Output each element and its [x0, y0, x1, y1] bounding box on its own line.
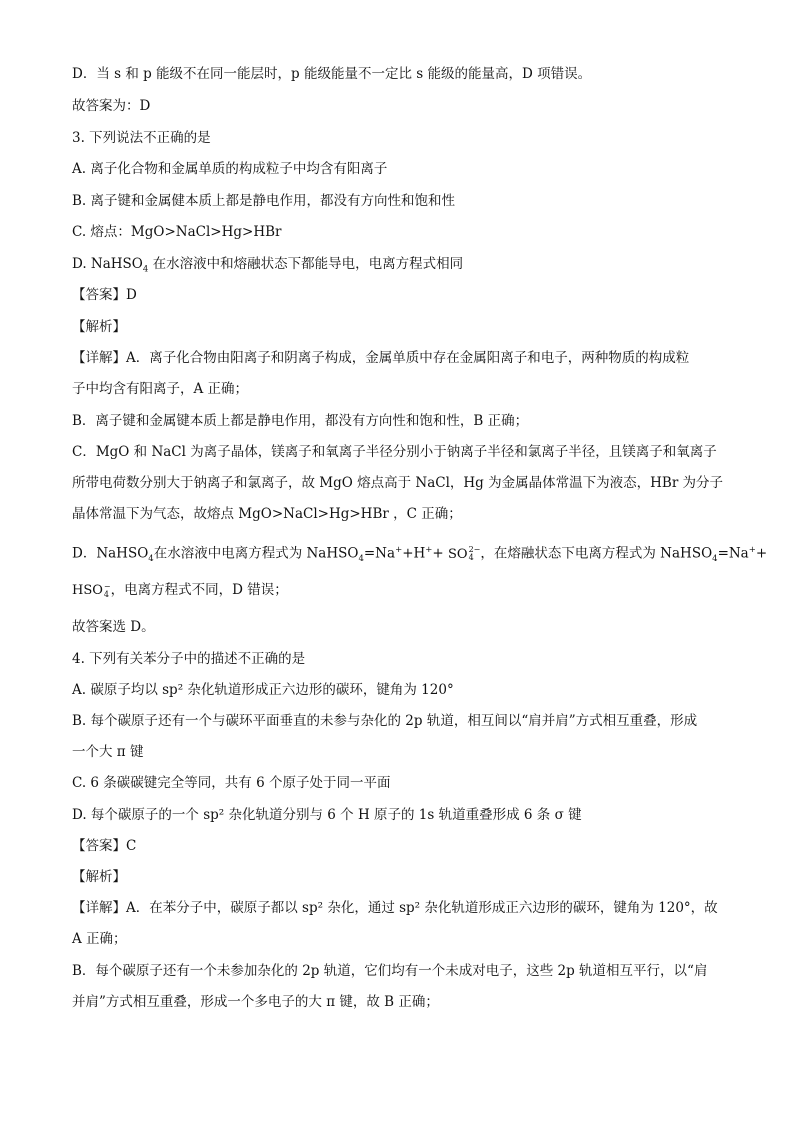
analysis-tag: 【解析】 — [72, 869, 126, 885]
option-a: A. 碳原子均以 sp² 杂化轨道形成正六边形的碳环，键角为 120° — [72, 682, 454, 698]
sulfate-ion: SO 2− 4 — [448, 545, 481, 562]
option-b: B. 离子键和金属健本质上都是静电作用，都没有方向性和饱和性 — [72, 193, 456, 209]
option-d: D. NaHSO$_4$ 在水溶液中和熔融状态下都能导电，电离方程式相同 — [72, 256, 464, 275]
option-d: D. 每个碳原子的一个 sp² 杂化轨道分别与 6 个 H 原子的 1s 轨道重叠形成 6 条 σ 键 — [72, 807, 582, 823]
formula-nahso4: D. NaHSO — [72, 256, 143, 272]
text-line: 故答案选 D。 — [72, 619, 155, 635]
question-heading: 4. 下列有关苯分子中的描述不正确的是 — [72, 651, 306, 667]
explanation-line: 【详解】A．在苯分子中，碳原子都以 sp² 杂化，通过 sp² 杂化轨道形成正六边形的碳环，键角为 120°，故 — [72, 900, 718, 916]
explanation-line: A 正确； — [72, 931, 127, 947]
option-d-text: 在水溶液中和熔融状态下都能导电，电离方程式相同 — [152, 256, 464, 272]
question-heading: 3. 下列说法不正确的是 — [72, 130, 211, 146]
explanation-line: C．MgO 和 NaCl 为离子晶体，镁离子和氧离子半径分别小于钠离子半径和氯离子半径，且镁离子和氧离子 — [72, 444, 717, 460]
bisulfate-ion: HSO − 4 — [72, 581, 111, 599]
option-c: C. 熔点：MgO>NaCl>Hg>HBr — [72, 224, 282, 240]
option-c: C. 6 条碳碳键完全等同，共有 6 个原子处于同一平面 — [72, 775, 391, 791]
answer-tag: 【答案】D — [72, 287, 137, 303]
option-b: B. 每个碳原子还有一个与碳环平面垂直的未参与杂化的 2p 轨道，相互间以“肩并肩”方式相互重叠，形成 — [72, 713, 698, 729]
explanation-line: 子中均含有阳离子，A 正确； — [72, 381, 249, 397]
explanation-line: 并肩”方式相互重叠，形成一个多电子的大 π 键，故 B 正确； — [72, 994, 439, 1010]
explanation-line: B．每个碳原子还有一个未参加杂化的 2p 轨道，它们均有一个未成对电子，这些 2p 轨道相互平行，以“肩 — [72, 963, 708, 979]
option-a: A. 离子化合物和金属单质的构成粒子中均含有阳离子 — [72, 161, 388, 177]
explanation-line: B．离子键和金属键本质上都是静电作用，都没有方向性和饱和性，B 正确； — [72, 413, 529, 429]
explanation-line-equation: HSO − 4 ，电离方程式不同，D 错误； — [72, 581, 288, 599]
text-line: D．当 s 和 p 能级不在同一能层时，p 能级能量不一定比 s 能级的能量高，D 项错误。 — [72, 66, 592, 82]
explanation-line: 所带电荷数分别大于钠离子和氯离子，故 MgO 熔点高于 NaCl，Hg 为金属晶体常温下为液态，HBr 为分子 — [72, 475, 724, 491]
text-line: 故答案为：D — [72, 98, 151, 114]
answer-tag: 【答案】C — [72, 838, 137, 854]
explanation-line-equation: D．NaHSO$_4$在水溶液中电离方程式为 NaHSO$_4$=Na++H++ SO 2− 4 ，在熔融状态下电离方程式为 NaHSO$_4$=Na++ — [72, 545, 768, 565]
explanation-line: 晶体常温下为气态，故熔点 MgO>NaCl>Hg>HBr ，C 正确； — [72, 506, 462, 522]
explanation-line: 【详解】A．离子化合物由阳离子和阴离子构成，金属单质中存在金属阳离子和电子，两种物质的构成粒 — [72, 350, 690, 366]
analysis-tag: 【解析】 — [72, 319, 126, 335]
option-b-cont: 一个大 π 键 — [72, 744, 144, 760]
